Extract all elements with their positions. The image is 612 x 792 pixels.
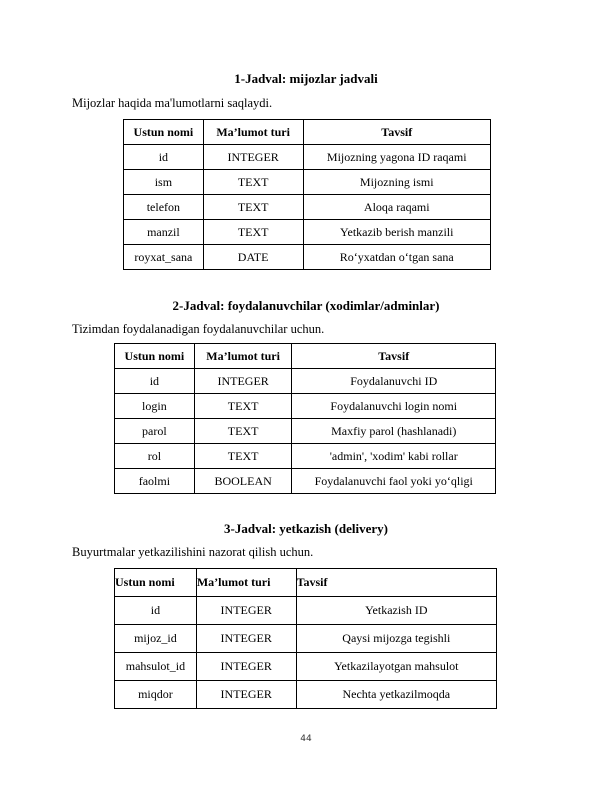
table3 — [114, 568, 497, 709]
table-header-row — [115, 569, 497, 597]
table-row — [115, 444, 496, 469]
table1-heading: 1-Jadval: mijozlar jadvali — [234, 71, 378, 86]
table-cell: Nechta yetkazilmoqda — [296, 681, 496, 709]
table-row — [115, 681, 497, 709]
table-row — [124, 245, 491, 270]
table-cell: telefon — [124, 195, 204, 220]
table-cell: TEXT — [194, 419, 292, 444]
table-cell: INTEGER — [196, 681, 296, 709]
table-cell: Maxfiy parol (hashlanadi) — [292, 419, 496, 444]
table-row — [115, 597, 497, 625]
table-row — [115, 419, 496, 444]
table-cell: Foydalanuvchi login nomi — [292, 394, 496, 419]
table-row — [124, 220, 491, 245]
table-cell: Aloqa raqami — [303, 195, 491, 220]
table-cell: INTEGER — [196, 597, 296, 625]
table-cell: miqdor — [115, 681, 197, 709]
column-header: Tavsif — [292, 344, 496, 369]
table-cell: TEXT — [194, 444, 292, 469]
table3-description: Buyurtmalar yetkazilishini nazorat qilish uchun. — [72, 545, 314, 559]
table-cell: Mijozning yagona ID raqami — [303, 145, 491, 170]
column-header: Ustun nomi — [124, 120, 204, 145]
table-cell: INTEGER — [194, 369, 292, 394]
table-cell: DATE — [203, 245, 303, 270]
column-header: Ma’lumot turi — [203, 120, 303, 145]
table1-description: Mijozlar haqida ma'lumotlarni saqlaydi. — [72, 96, 273, 110]
table-cell: id — [115, 369, 195, 394]
table-row — [115, 469, 496, 494]
table-cell: 'admin', 'xodim' kabi rollar — [292, 444, 496, 469]
column-header: Ustun nomi — [115, 569, 197, 597]
table2 — [114, 343, 496, 494]
column-header: Tavsif — [303, 120, 491, 145]
table-cell: TEXT — [203, 170, 303, 195]
table-cell: INTEGER — [203, 145, 303, 170]
table-cell: Yetkazish ID — [296, 597, 496, 625]
table-cell: Mijozning ismi — [303, 170, 491, 195]
table-cell: INTEGER — [196, 625, 296, 653]
table-cell: Yetkazib berish manzili — [303, 220, 491, 245]
table-row — [124, 145, 491, 170]
table-cell: ism — [124, 170, 204, 195]
table-cell: manzil — [124, 220, 204, 245]
table-cell: login — [115, 394, 195, 419]
table2-description: Tizimdan foydalanadigan foydalanuvchilar uchun. — [72, 322, 325, 336]
table-cell: mahsulot_id — [115, 653, 197, 681]
table3-heading: 3-Jadval: yetkazish (delivery) — [224, 521, 388, 536]
table-row — [124, 195, 491, 220]
table-cell: id — [115, 597, 197, 625]
table-cell: BOOLEAN — [194, 469, 292, 494]
table2-heading: 2-Jadval: foydalanuvchilar (xodimlar/adminlar) — [172, 298, 440, 313]
column-header: Ustun nomi — [115, 344, 195, 369]
table-row — [124, 170, 491, 195]
table-header-row — [124, 120, 491, 145]
table-cell: TEXT — [194, 394, 292, 419]
table-cell: mijoz_id — [115, 625, 197, 653]
table-cell: Yetkazilayotgan mahsulot — [296, 653, 496, 681]
table-cell: royxat_sana — [124, 245, 204, 270]
table-cell: rol — [115, 444, 195, 469]
column-header: Ma’lumot turi — [194, 344, 292, 369]
table-row — [115, 394, 496, 419]
table-cell: TEXT — [203, 195, 303, 220]
table-cell: TEXT — [203, 220, 303, 245]
table-row — [115, 625, 497, 653]
table-cell: id — [124, 145, 204, 170]
table-cell: parol — [115, 419, 195, 444]
table1 — [123, 119, 491, 270]
page-number: 44 — [300, 734, 312, 744]
column-header: Tavsif — [296, 569, 496, 597]
table-cell: Qaysi mijozga tegishli — [296, 625, 496, 653]
table-cell: Foydalanuvchi ID — [292, 369, 496, 394]
column-header: Ma’lumot turi — [196, 569, 296, 597]
table-cell: faolmi — [115, 469, 195, 494]
table-row — [115, 369, 496, 394]
table-cell: INTEGER — [196, 653, 296, 681]
table-cell: Ro‘yxatdan o‘tgan sana — [303, 245, 491, 270]
table-row — [115, 653, 497, 681]
table-cell: Foydalanuvchi faol yoki yo‘qligi — [292, 469, 496, 494]
table-header-row — [115, 344, 496, 369]
